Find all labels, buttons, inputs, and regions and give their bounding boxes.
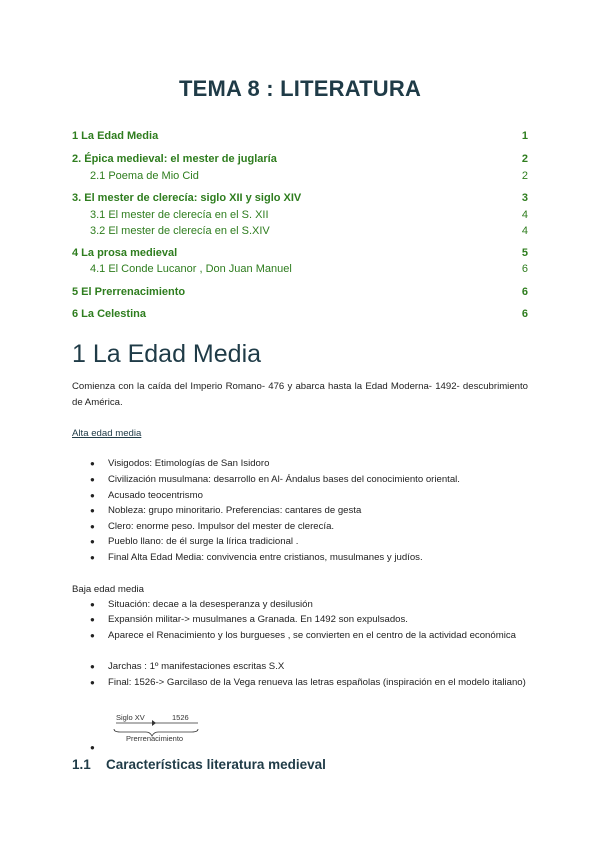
bullet-icon: ● (90, 600, 95, 609)
toc-entry-label: 4 La prosa medieval (72, 247, 178, 259)
toc-entry[interactable] (72, 306, 528, 322)
subsection-number: 1.1 (72, 757, 91, 772)
toc-entry[interactable] (72, 168, 528, 184)
diagram-left-label: Siglo XV (116, 713, 145, 722)
diagram-bottom-label: Prerrenacimiento (126, 734, 184, 743)
toc-entry-page: 2 (521, 153, 528, 165)
toc-entry-label: 3. El mester de clerecía: siglo XII y siglo XIV (72, 192, 302, 204)
prerrenacimiento-diagram (112, 710, 222, 746)
section-heading: 1 La Edad Media (72, 340, 262, 368)
diagram-right-label: 1526 (172, 713, 189, 722)
bullet-icon: ● (90, 615, 95, 624)
toc-entry-label: 3.1 El mester de clerecía en el S. XII (90, 209, 269, 221)
subsection-title: Características literatura medieval (106, 757, 326, 772)
toc-entry[interactable] (72, 284, 528, 300)
document-page: TEMA 8 : LITERATURA 1 La Edad Media 1 2. Épica medieval: el mester de juglaría 2 2.1 Poema de Mio Cid 2 3. El mester de clerecía: siglo XII y siglo XIV 3 3.1 El mester de clerecía en el S. XII 4 3.2 El mester de clerecía en el S.XIV 4 4 La prosa medieval 5 4.1 El Conde Lucanor , Don Juan Manuel 6 5 El Prerrenacimiento 6 6 La Celestina 6 1 La Edad Media Comienza con la caída del Imperio Romano- 476 y abarca hasta la Edad Moderna- 1492- descubrimiento de América. Alta edad media ● Visigodos: Etimologías de San Isidoro ● Civilización musulmana: desarrollo en Al- Ándalus bases del conocimiento oriental. ● Acusado teocentrismo ● Nobleza: grupo minoritario. Preferencias: cantares de gesta ● Clero: enorme peso. Impulsor del mester de clerecía. ● Pueblo llano: de él surge la lírica tradicional . ● Final Alta Edad Media: convivencia entre cristianos, musulmanes y judíos. Baja edad media ● Situación: decae a la desesperanza y desilusión ● Expansión militar-> musulmanes a Granada. En 1492 son expulsados. ● Aparece el Renacimiento y los burgueses , se convierten en el centro de la actividad económica ● Jarchas : 1º manifestaciones escritas S.X ● Final: 1526-> Garcilaso de la Vega renueva las letras españolas (inspiración en el modelo italiano) Siglo XV 1526 Prerrenacimiento ● 1.1 Características literatura medieval (0, 0, 600, 848)
bullet-icon: ● (90, 459, 95, 468)
bullet-icon: ● (90, 678, 95, 687)
toc-entry-label: 2.1 Poema de Mio Cid (90, 170, 199, 182)
toc-entry-page: 6 (521, 263, 528, 275)
intro-paragraph: Comienza con la caída del Imperio Romano- 476 y abarca hasta la Edad Moderna- 1492- descubrimiento de América. (72, 381, 528, 408)
toc-entry-label: 1 La Edad Media (72, 130, 159, 142)
bullet-icon: ● (90, 631, 95, 640)
toc-entry-label: 6 La Celestina (72, 308, 146, 320)
document-title: TEMA 8 : LITERATURA (178, 76, 422, 101)
bullet-icon: ● (90, 491, 95, 500)
toc-entry-label: 3.2 El mester de clerecía en el S.XIV (90, 225, 270, 237)
toc-entry-page: 4 (521, 225, 528, 237)
toc-entry-label: 2. Épica medieval: el mester de juglaría (72, 153, 277, 165)
toc-entry-label: 5 El Prerrenacimiento (72, 286, 186, 298)
bullet-icon: ● (90, 743, 95, 752)
toc-entry[interactable] (72, 261, 528, 277)
toc-entry-label: 4.1 El Conde Lucanor , Don Juan Manuel (90, 263, 292, 275)
bullet-icon: ● (90, 506, 95, 515)
bullet-icon: ● (90, 537, 95, 546)
toc-entry-page: 4 (521, 209, 528, 221)
bullet-icon: ● (90, 475, 95, 484)
toc-entry-page: 6 (521, 286, 528, 298)
toc-entry[interactable] (72, 128, 528, 144)
toc-entry-page: 1 (521, 130, 528, 142)
bullet-icon: ● (90, 553, 95, 562)
baja-edad-media-heading: Baja edad media (72, 584, 145, 595)
toc-entry[interactable] (72, 245, 528, 261)
subsection-heading (72, 757, 326, 772)
toc-entry[interactable] (72, 151, 528, 167)
toc-entry[interactable] (72, 207, 528, 223)
toc-entry[interactable] (72, 190, 528, 206)
toc-entry-page: 6 (521, 308, 528, 320)
toc-entry[interactable] (72, 223, 528, 239)
bullet-icon: ● (90, 522, 95, 531)
alta-edad-media-heading: Alta edad media (72, 428, 142, 439)
toc-entry-page: 2 (521, 170, 528, 182)
toc-entry-page: 5 (521, 247, 528, 259)
toc-entry-page: 3 (521, 192, 528, 204)
bullet-icon: ● (90, 662, 95, 671)
